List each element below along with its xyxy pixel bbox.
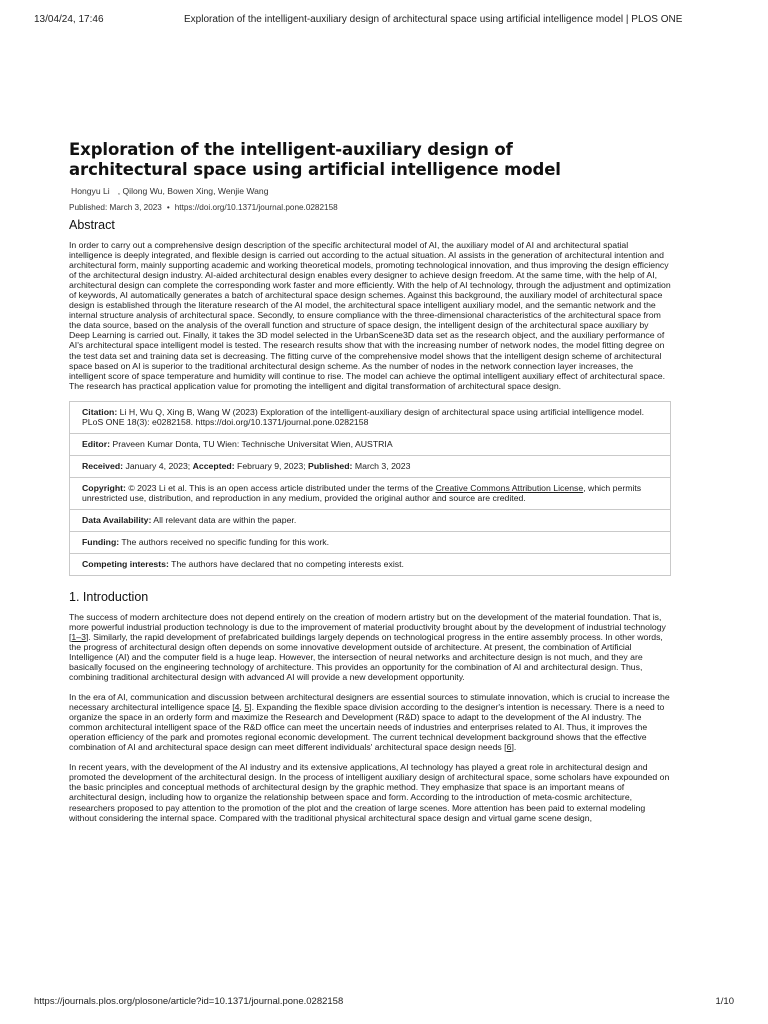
introduction-body [69, 612, 671, 823]
author-list [71, 186, 671, 196]
copyright-row [70, 478, 670, 510]
editor-label: Editor: [82, 438, 110, 449]
page-number: 1/10 [715, 996, 734, 1007]
data-availability-text: All relevant data are within the paper. [153, 514, 297, 525]
accepted-label: Accepted: [192, 460, 235, 471]
published-label: Published: [308, 460, 353, 471]
article-content [69, 140, 671, 833]
reference-link[interactable]: 1–3 [71, 631, 86, 642]
received-date: January 4, 2023; [125, 460, 191, 471]
competing-interests-row [70, 554, 670, 575]
accepted-date: February 9, 2023; [237, 460, 306, 471]
print-header [34, 14, 734, 28]
data-availability-label: Data Availability: [82, 514, 152, 525]
intro-p2-text-a: In the era of AI, communication and discussion between architectural designers are essential sources to stimulate innovation, which is crucial to increase the necessary architectural intelligence space [ [69, 692, 670, 713]
bullet-separator: • [166, 203, 170, 212]
copyright-text-before: © 2023 Li et al. This is an open access article distributed under the terms of the [128, 482, 434, 493]
abstract-heading: Abstract [69, 218, 115, 232]
cc-license-link[interactable]: Creative Commons Attribution License [435, 482, 584, 493]
funding-text: The authors received no specific funding for this work. [121, 536, 330, 547]
intro-paragraph-1 [69, 612, 671, 682]
citation-row [70, 402, 670, 434]
publication-line [69, 203, 671, 212]
reference-link[interactable]: 5 [244, 702, 250, 713]
reference-link[interactable]: 6 [506, 742, 512, 753]
article-title-line2: architectural space using artificial intelligence model [69, 160, 561, 179]
citation-label: Citation: [82, 406, 118, 417]
intro-p2-sep: , [239, 702, 245, 713]
intro-p1-text-b: ]. Similarly, the rapid development of prefabricated buildings largely depends on technological progress in the entire assembly process. In other words, the progress of architectural design often depends on some innovative development outside of architecture. At present, the combination of Artificial Intelligence (AI) and the computer field is a huge leap. However, the intersection of neural networks and architecture design is not much, and they are basically focused on the engineering technology of architecture. This provides an opportunity for the combination of AI and architectural design. Thus, combining traditional architectural design with advanced AI will provide a new development opportunity. [69, 631, 663, 682]
article-title [69, 140, 671, 180]
doi-link[interactable]: https://doi.org/10.1371/journal.pone.0282158 [174, 203, 338, 212]
competing-interests-label: Competing interests: [82, 558, 169, 569]
received-label: Received: [82, 460, 124, 471]
print-url: https://journals.plos.org/plosone/article?id=10.1371/journal.pone.0282158 [34, 996, 344, 1007]
intro-paragraph-3: In recent years, with the development of the AI industry and its extensive applications, AI technology has played a great role in architectural design and promoted the development of the architectural design. In the process of intelligent auxiliary design of architectural space, some scholars have expounded on the basic principles and conceptual methods of architectural design by the graphic method. They emphasize that space is an important means of architectural design, including how to organize the relationship between space and form. According to the introduction of meta-cosmic architecture, researchers proposed to pay attention to the promotion of the plot and the creation of large scenes. More attention has been paid to external modeling without considering the internal space. Compared with the traditional physical architectural space design and virtual game scene design, [69, 762, 670, 823]
print-footer [34, 996, 734, 1010]
intro-paragraph-2 [69, 692, 671, 752]
data-availability-row [70, 510, 670, 532]
intro-p2-text-b: ]. Expanding the flexible space division according to the designer's intention is necessary. There is a need to organize the space in an orderly form and maximize the Research and Development (R&D) space to adapt to the development of the AI industry. The common architectural intelligent space of the R&D office can meet the uncertain needs of industries and enterprises related to AI. Thus, it improves the operation efficiency of the park and promotes regional economic development. The current technical development background shows that the effective combination of AI and architectural space design can meet different individuals' architectural space design needs [ [69, 702, 665, 753]
author-link[interactable]: Hongyu Li [71, 186, 110, 196]
article-title-line1: Exploration of the intelligent-auxiliary design of [69, 140, 513, 159]
print-datetime: 13/04/24, 17:46 [34, 14, 104, 25]
intro-p2-text-c: ]. [511, 742, 517, 753]
intro-p1-text-a: The success of modern architecture does not depend entirely on the creation of modern artistry but on the development of the material foundation. That is, more powerful industrial production technology is due to the improvement of material productivity brought about by the development of industrial technology [ [69, 611, 666, 642]
introduction-heading: 1. Introduction [69, 589, 149, 604]
abstract-paragraph: In order to carry out a comprehensive design description of the specific architectural model of AI, the auxiliary model of AI and architectural spatial intelligence is deeply integrated, and flexible design is carried out according to the actual situation. AI assists in the generation of architectural intention and architectural form, mainly supporting academic and working theoretical models, promoting technological innovation, and thus improving the design efficiency of the architectural design industry. AI-aided architectural design enables every designer to achieve design freedom. At the same time, with the help of AI, architectural design can complete the corresponding work faster and more efficiently. With the help of AI technology, through the adjustment and optimization of keywords, AI automatically generates a batch of architectural space design schemes. Against this background, the auxiliary model of architectural space design is established through the literature research of the AI model, the architectural space intelligent auxiliary model, and the semantic network and the internal structure analysis of architectural space. Secondly, to ensure compliance with the three-dimensional characteristics of the architectural space from the data source, based on the analysis of the overall function and structure of space design, the intelligent design of the architectural space auxiliary by Deep Learning is carried out. Finally, it takes the 3D model selected in the UrbanScene3D data set as the research object, and the auxiliary performance of AI's architectural space intelligent model is tested. The research results show that with the increasing number of network nodes, the model fitting degree on the test data set and training data set is decreasing. The fitting curve of the comprehensive model shows that the intelligent design scheme of architectural space based on AI is superior to the traditional architectural design scheme. As the number of nodes in the network connection layer increases, the intelligent score of space temperature and humidity will continue to rise. The model can achieve the optimal intelligent auxiliary effect of architectural space. The research has practical application value for promoting the intelligent and digital transformation of architectural space design. [69, 240, 671, 391]
dates-row [70, 456, 670, 478]
citation-text: Li H, Wu Q, Xing B, Wang W (2023) Exploration of the intelligent-auxiliary design of architectural space using artificial intelligence model. PLoS ONE 18(3): e0282158. https://doi.org/10.1371/journal.pone.0282158 [82, 406, 645, 427]
copyright-text-after: , which permits unrestricted use, distribution, and reproduction in any medium, provided the original author and source are credited. [82, 482, 642, 503]
editor-text: Praveen Kumar Donta, TU Wien: Technische Universitat Wien, AUSTRIA [112, 438, 393, 449]
reference-link[interactable]: 4 [234, 702, 240, 713]
published-date-info: March 3, 2023 [354, 460, 411, 471]
funding-label: Funding: [82, 536, 120, 547]
competing-interests-text: The authors have declared that no competing interests exist. [171, 558, 404, 569]
copyright-label: Copyright: [82, 482, 126, 493]
editor-row [70, 434, 670, 456]
abstract-text [69, 240, 671, 391]
article-info-box [69, 401, 671, 576]
authors-rest[interactable]: , Qilong Wu, Bowen Xing, Wenjie Wang [117, 186, 269, 196]
funding-row [70, 532, 670, 554]
print-page-title: Exploration of the intelligent-auxiliary design of architectural space using artificial intelligence model | PLOS ONE [184, 14, 683, 25]
published-date: Published: March 3, 2023 [69, 203, 162, 212]
